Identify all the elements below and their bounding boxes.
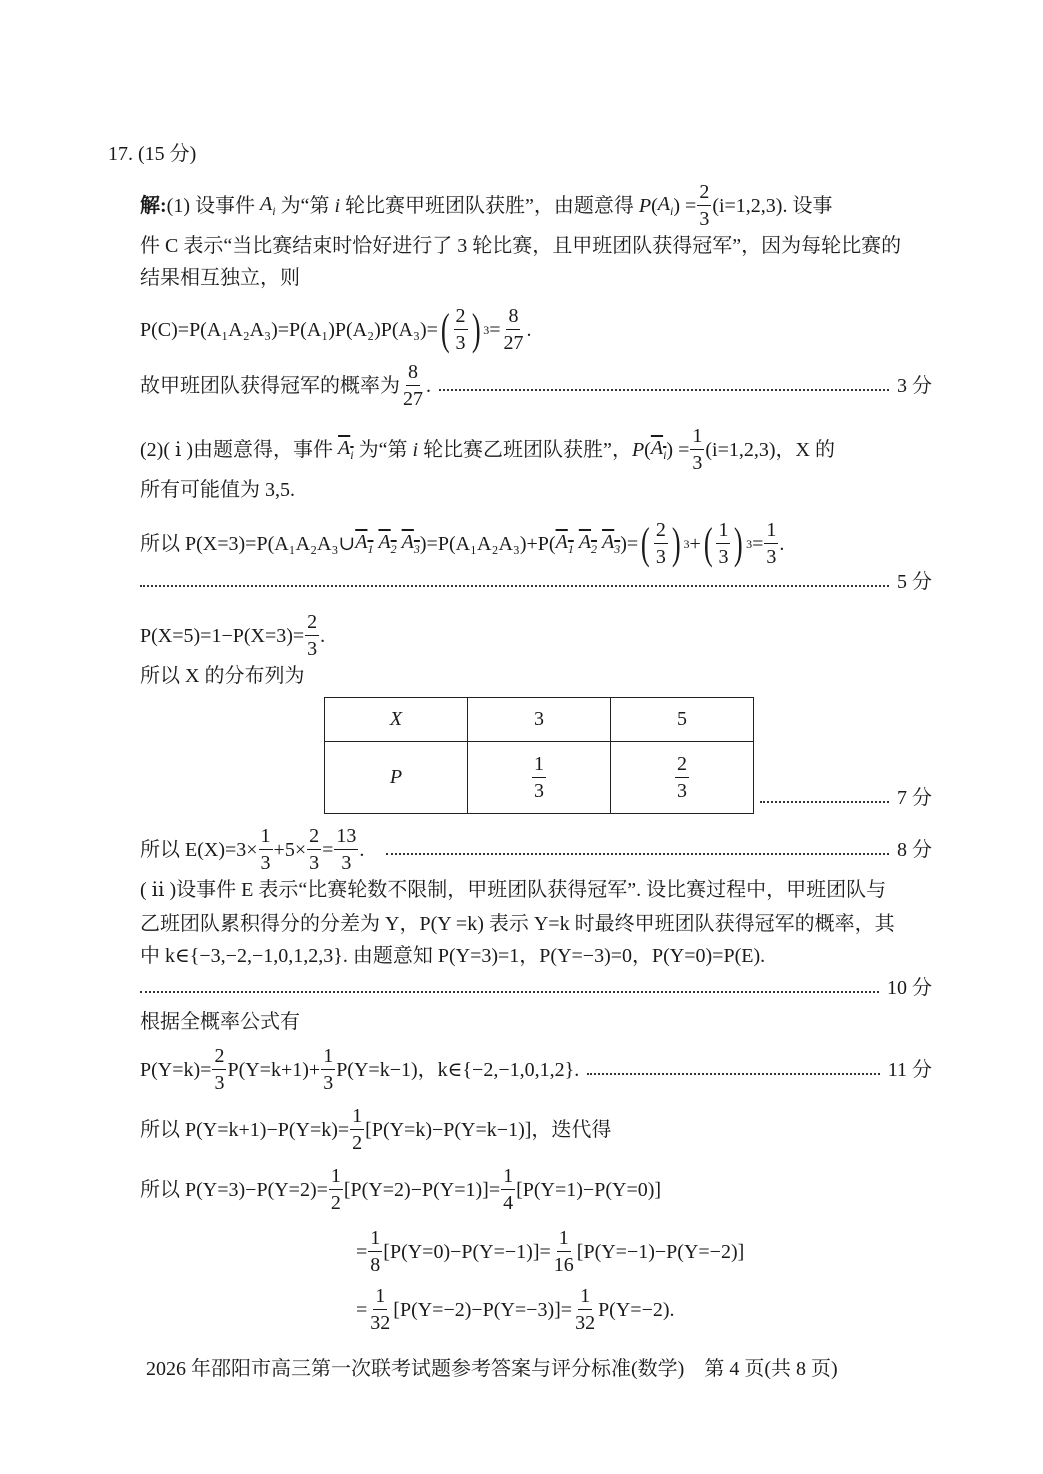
- text: 故甲班团队获得冠军的概率为: [140, 374, 400, 397]
- text: [P(Y=2)−P(Y=1)]=: [343, 1178, 501, 1201]
- table-header-x: X: [325, 698, 468, 742]
- text: P(Y=k)=: [140, 1058, 212, 1081]
- score-11: 11 分: [887, 1058, 932, 1081]
- formula-px3: 所以 P(X=3)=P(A₁A₂A₃∪ $A_1$ $A_2$ $A_3$ )=P(A₁A₂A₃)+P( $A_1$ $A_2$ $A_3$ )= ( $\frac{2}{3}$ ) 3 + ( $\frac{1}{3}$ ) 3 = $\frac{1}{3}$ .: [140, 518, 785, 568]
- formula-px5: P(X=5)=1−P(X=3)= $\frac{2}{3}$ .: [140, 611, 326, 660]
- score-line-5: [140, 572, 932, 592]
- text: 所以 P(X=3)=P(A₁A₂A₃∪: [140, 532, 356, 555]
- solution-line-12: ( ⅱ )设事件 E 表示“比赛轮数不限制，甲班团队获得冠军”. 设比赛过程中，甲班团队与: [140, 879, 887, 901]
- text: [P(Y=−1)−P(Y=−2)]: [576, 1240, 745, 1263]
- solution-line-13: 乙班团队累积得分的分差为 Y，P(Y =k) 表示 Y=k 时最终甲班团队获得冠军的概率，其: [140, 913, 895, 935]
- score-line-7: [760, 788, 932, 808]
- formula-iteration-2: = $\frac{1}{8}$ [P(Y=0)−P(Y=−1)]= $\frac{1}{16}$ [P(Y=−1)−P(Y=−2)]: [356, 1227, 745, 1276]
- table-cell: $\frac{1}{3}$: [468, 742, 611, 814]
- score-3: 3 分: [897, 374, 932, 397]
- solution-line-7: 所有可能值为 3,5.: [140, 479, 295, 501]
- solution-line-14: 中 k∈{−3,−2,−1,0,1,2,3}. 由题意知 P(Y=3)=1，P(Y=−3)=0，P(Y=0)=P(E).: [140, 945, 766, 967]
- text: (i=1,2,3)，X 的: [705, 438, 835, 461]
- formula-total-probability: P(Y=k)= $\frac{2}{3}$ P(Y=k+1)+ $\frac{1}{3}$ P(Y=k−1)，k∈{−2,−1,0,1,2}. 11 分: [140, 1045, 932, 1094]
- table-header-value: 3: [468, 698, 611, 742]
- text: [P(Y=k)−P(Y=k−1)]，迭代得: [365, 1118, 612, 1141]
- text: )=: [620, 532, 639, 555]
- dot-leader: [439, 389, 889, 391]
- formula-iteration-3: = $\frac{1}{32}$ [P(Y=−2)−P(Y=−3)]= $\frac{1}{32}$ P(Y=−2).: [356, 1285, 675, 1334]
- score-10: 10 分: [887, 977, 932, 999]
- formula-recurrence: 所以 P(Y=k+1)−P(Y=k)= $\frac{1}{2}$ [P(Y=k)−P(Y=k−1)]，迭代得: [140, 1105, 612, 1154]
- fraction: $\frac{2}{3}$: [699, 181, 710, 230]
- solution-line-3: 结果相互独立，则: [140, 267, 300, 289]
- text: 所以 P(Y=k+1)−P(Y=k)=: [140, 1118, 350, 1141]
- text: (1) 设事件: [166, 194, 255, 217]
- solution-label: 解:: [140, 194, 167, 217]
- text: [P(Y=1)−P(Y=0)]: [516, 1178, 662, 1201]
- solution-line-1: 解: (1) 设事件 $A_i$ 为“第 i 轮比赛甲班团队获胜”，由题意得 P ( $A_i$ ) = $\frac{2}{3}$ (i=1,2,3). 设事: [140, 181, 833, 230]
- table-row-label: P: [325, 742, 468, 814]
- solution-line-10: 所以 X 的分布列为: [140, 665, 305, 687]
- text: P(Y=k−1)，k∈{−2,−1,0,1,2}.: [336, 1058, 580, 1081]
- dot-leader: [587, 1073, 880, 1075]
- distribution-table: [324, 697, 754, 814]
- score-8: 8 分: [897, 838, 932, 861]
- score-line-10: [140, 978, 932, 998]
- formula-pc: P(C)=P(A₁A₂A₃)=P(A₁)P(A₂)P(A₃)= ( $\frac{2}{3}$ ) 3 = $\frac{8}{27}$ .: [140, 304, 532, 354]
- table-header-value: 5: [611, 698, 754, 742]
- text: P(Y=−2).: [598, 1298, 675, 1321]
- dot-leader: [760, 801, 889, 803]
- solution-line-15: 根据全概率公式有: [140, 1011, 300, 1033]
- text: (i=1,2,3). 设事: [712, 194, 833, 217]
- text: P(X=5)=1−P(X=3)=: [140, 624, 305, 647]
- text: [P(Y=0)−P(Y=−1)]=: [383, 1240, 551, 1263]
- formula-iteration-1: 所以 P(Y=3)−P(Y=2)= $\frac{1}{2}$ [P(Y=2)−P(Y=1)]= $\frac{1}{4}$ [P(Y=1)−P(Y=0)]: [140, 1165, 662, 1214]
- dot-leader: [140, 991, 879, 993]
- formula-ex: 所以 E(X)=3× $\frac{1}{3}$ +5× $\frac{2}{3}$ = $\frac{13}{3}$ . 8 分: [140, 825, 932, 874]
- text: 所以 E(X)=3×: [140, 838, 258, 861]
- text: +5×: [273, 838, 307, 861]
- problem-number: 17.: [108, 143, 133, 165]
- problem-points: (15 分): [138, 143, 197, 165]
- text: 轮比赛乙班团队获胜”，: [423, 438, 632, 461]
- score-7: 7 分: [897, 787, 932, 809]
- dot-leader: [386, 853, 889, 855]
- text: 轮比赛甲班团队获胜”，由题意得: [345, 194, 634, 217]
- text: 所以 P(Y=3)−P(Y=2)=: [140, 1178, 328, 1201]
- text: (2)( ⅰ )由题意得，事件: [140, 438, 334, 461]
- text: [P(Y=−2)−P(Y=−3)]=: [393, 1298, 573, 1321]
- score-5: 5 分: [897, 571, 932, 593]
- table-cell: $\frac{2}{3}$: [611, 742, 754, 814]
- solution-line-2: 件 C 表示“当比赛结束时恰好进行了 3 轮比赛，且甲班团队获得冠军”，因为每轮比赛的: [140, 235, 902, 257]
- text: 为“第: [358, 438, 408, 461]
- solution-line-6: (2)( ⅰ )由题意得，事件 $A_i$ 为“第 i 轮比赛乙班团队获胜”， P ( $A_i$ ) = $\frac{1}{3}$ (i=1,2,3)，X 的: [140, 425, 835, 474]
- text: P(Y=k+1)+: [227, 1058, 321, 1081]
- dot-leader: [140, 585, 889, 587]
- conclusion-line: 故甲班团队获得冠军的概率为 $\frac{8}{27}$ . 3 分: [140, 361, 932, 410]
- page-footer: 2026 年邵阳市高三第一次联考试题参考答案与评分标准(数学) 第 4 页(共 8 页): [146, 1358, 838, 1380]
- text: 为“第: [280, 194, 330, 217]
- text: )=P(A₁A₂A₃)+P(: [419, 532, 556, 555]
- problem-header: [108, 144, 196, 164]
- text: P(C)=P(A₁A₂A₃)=P(A₁)P(A₂)P(A₃)=: [140, 318, 438, 341]
